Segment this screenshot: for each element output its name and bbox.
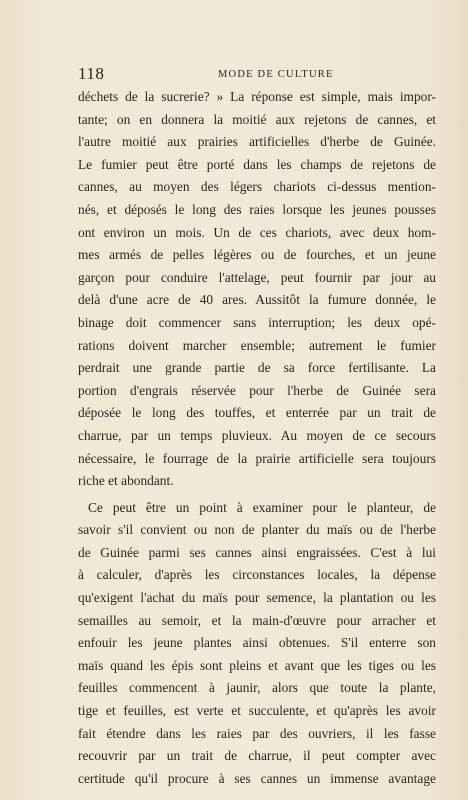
text-line: semailles au semoir, et la main-d'œuvre pour arracher et bbox=[78, 612, 436, 628]
text-line: fait étendre dans les raies par des ouvriers, il les fasse bbox=[78, 725, 436, 741]
text-line: déchets de la sucrerie? » La réponse est simple, mais impor- bbox=[78, 89, 436, 104]
text-line: qu'exigent l'achat du maïs pour semence, la plantation ou les bbox=[78, 590, 436, 606]
text-line: nés, et déposés le long des raies lorsque les jeunes pousses bbox=[78, 201, 436, 217]
paragraph-2 bbox=[78, 497, 436, 791]
paragraph-1 bbox=[78, 86, 436, 493]
text-line: garçon pour conduire l'attelage, peut fournir par jour au bbox=[78, 269, 436, 285]
text-line: tige et feuilles, est verte et succulente, et qu'après les avoir bbox=[78, 703, 436, 719]
text-line: Le fumier peut être porté dans les champs de rejetons de bbox=[78, 156, 436, 172]
text-line: rations doivent marcher ensemble; autrement le fumier bbox=[78, 337, 436, 353]
text-line: portion d'engrais réservée pour l'herbe de Guinée sera bbox=[78, 382, 436, 398]
text-line: de Guinée parmi ses cannes ainsi engraissées. C'est à lui bbox=[78, 544, 436, 560]
text-line: recouvrir par un trait de charrue, il peut compter avec bbox=[78, 748, 436, 764]
text-line: déposée le long des touffes, et enterrée par un trait de bbox=[78, 405, 436, 421]
text-line: maïs quand les épis sont pleins et avant que les tiges ou les bbox=[78, 657, 436, 673]
text-line: l'autre moitié aux prairies artificielles d'herbe de Guinée. bbox=[78, 134, 436, 150]
text-line: binage doit commencer sans interruption; les deux opé- bbox=[78, 314, 436, 330]
text-line: feuilles commencent à jaunir, alors que toute la plante, bbox=[78, 680, 436, 696]
text-line: riche et abondant. bbox=[78, 473, 174, 489]
text-line: perdrait une grande partie de sa force fertilisante. La bbox=[78, 360, 436, 376]
text-line: delà d'une acre de 40 ares. Aussitôt la fumure donnée, le bbox=[78, 292, 436, 308]
text-line: nécessaire, le fourrage de la prairie artificielle sera toujours bbox=[78, 450, 436, 466]
page-header bbox=[78, 64, 438, 84]
running-title: MODE DE CULTURE bbox=[218, 69, 334, 80]
body-text bbox=[78, 86, 436, 790]
page-number: 118 bbox=[78, 64, 105, 83]
text-line: ont environ un mois. Un de ces chariots, avec deux hom- bbox=[78, 224, 436, 240]
text-line: savoir s'il convient ou non de planter du maïs ou de l'herbe bbox=[78, 522, 436, 538]
text-line: enfouir les jeune plantes ainsi obtenues. S'il enterre son bbox=[78, 635, 436, 651]
text-line: certitude qu'il procure à ses cannes un immense avantage bbox=[78, 770, 436, 786]
text-line: mes armés de pelles légères ou de fourches, et un jeune bbox=[78, 247, 436, 263]
text-line: cannes, au moyen des légers chariots ci-dessus mention- bbox=[78, 179, 436, 195]
text-line: tante; on en donnera la moitié aux rejetons de cannes, et bbox=[78, 111, 436, 127]
text-line: à calculer, d'après les circonstances locales, la dépense bbox=[78, 567, 436, 583]
text-line: Ce peut être un point à examiner pour le planteur, de bbox=[88, 499, 436, 515]
text-line: charrue, par un temps pluvieux. Au moyen de ce secours bbox=[78, 427, 436, 443]
